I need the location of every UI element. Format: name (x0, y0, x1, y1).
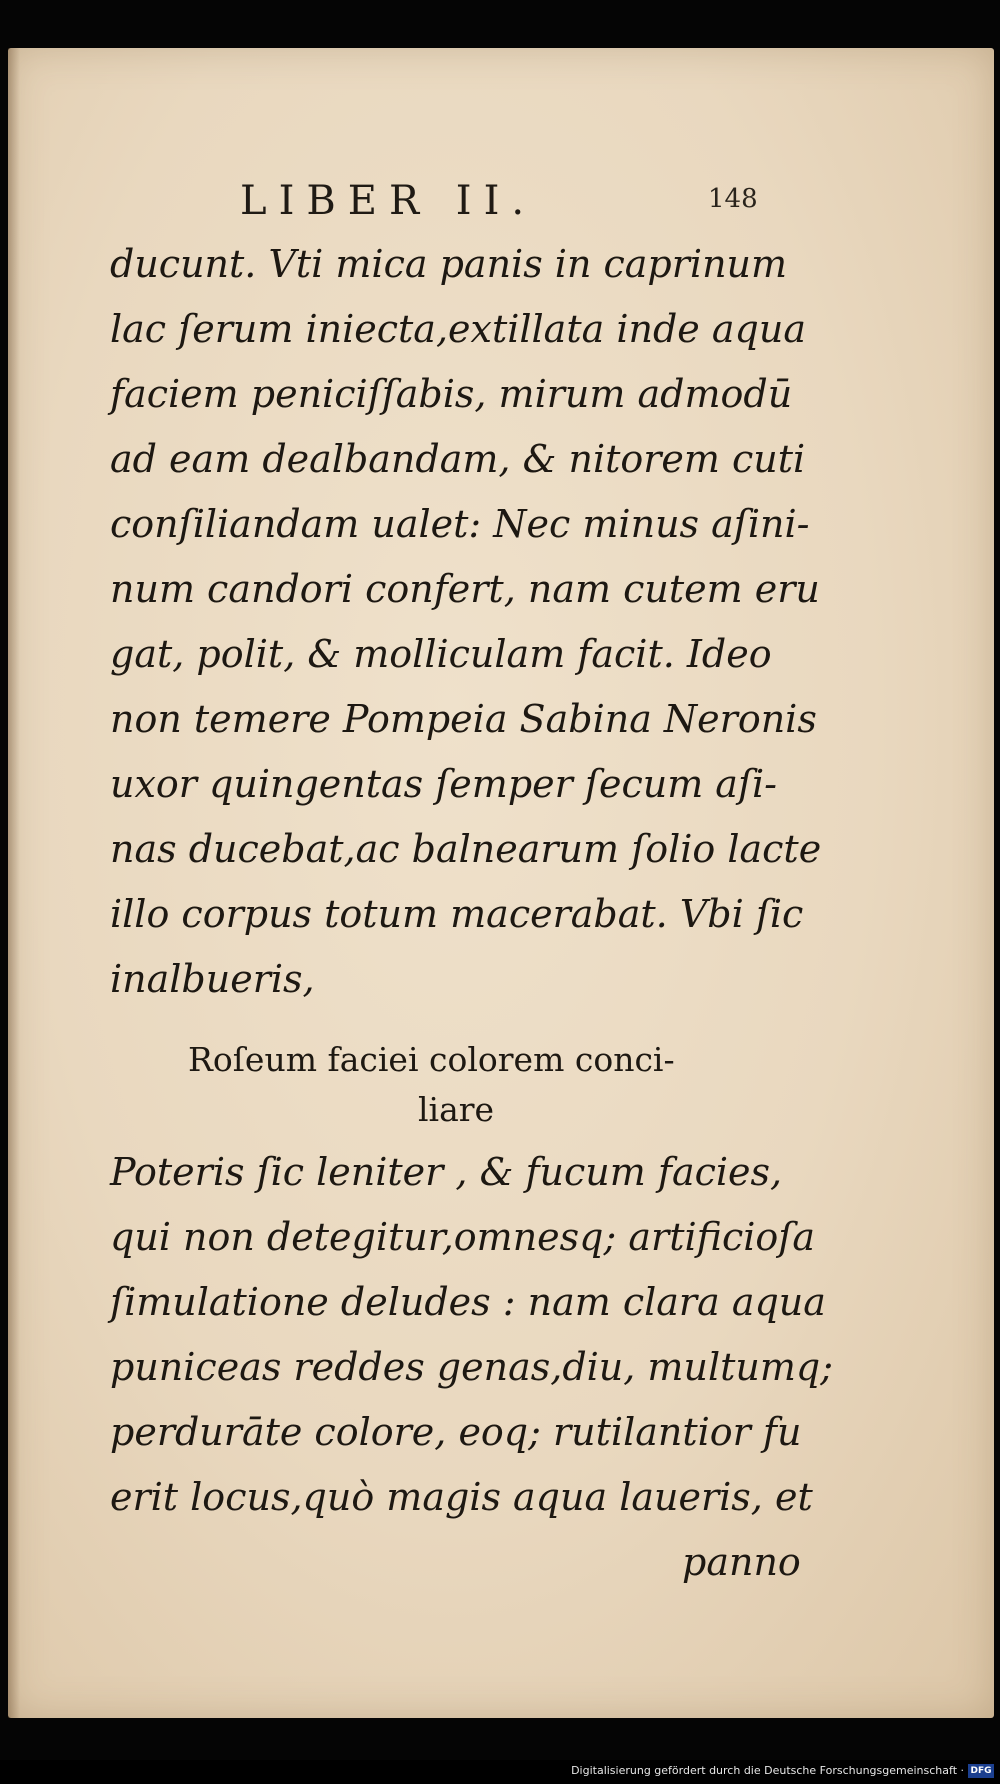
text-line: qui non detegitur,omnesq; artificioſa (110, 1215, 816, 1259)
section-heading: Roſeum faciei colorem conci- (188, 1040, 675, 1079)
funding-notice: Digitalisierung gefördert durch die Deutsche Forschungsgemeinschaft · (571, 1764, 964, 1777)
page-gutter-shadow (8, 48, 20, 1718)
text-line: gat, polit, & molliculam facit. Ideo (110, 632, 772, 676)
page-number: 148 (708, 184, 758, 214)
text-line: non temere Pompeia Sabina Neronis (110, 697, 817, 741)
text-line: ducunt. Vti mica panis in caprinum (110, 242, 788, 286)
text-line: ad eam dealbandam, & nitorem cuti (110, 437, 806, 481)
text-line: ſimulatione deludes : nam clara aqua (110, 1280, 826, 1324)
section-heading-continuation: liare (418, 1090, 495, 1129)
text-line: lac ſerum iniecta,extillata inde aqua (110, 307, 806, 351)
text-line: num candori confert, nam cutem eru (110, 567, 820, 611)
text-line: perdurāte colore, eoq; rutilantior fu (110, 1410, 802, 1454)
text-line: uxor quingentas ſemper ſecum aſi- (110, 762, 778, 806)
text-line: faciem peniciſſabis, mirum admodū (110, 372, 793, 416)
text-line: conſiliandam ualet: Nec minus aſini- (110, 502, 810, 546)
text-line: erit locus,quò magis aqua laueris, et (110, 1475, 813, 1519)
running-head: LIBER II. (240, 178, 537, 224)
text-line: nas ducebat,ac balnearum ſolio lacte (110, 827, 822, 871)
text-line: illo corpus totum macerabat. Vbi ſic (110, 892, 804, 936)
book-page (8, 48, 994, 1718)
dfg-logo: DFG (968, 1764, 994, 1778)
catchword: panno (682, 1540, 801, 1584)
text-line: puniceas reddes genas,diu, multumq; (110, 1345, 834, 1389)
text-line: Poteris ſic leniter , & fucum facies, (110, 1150, 783, 1194)
text-line: inalbueris, (110, 957, 315, 1001)
